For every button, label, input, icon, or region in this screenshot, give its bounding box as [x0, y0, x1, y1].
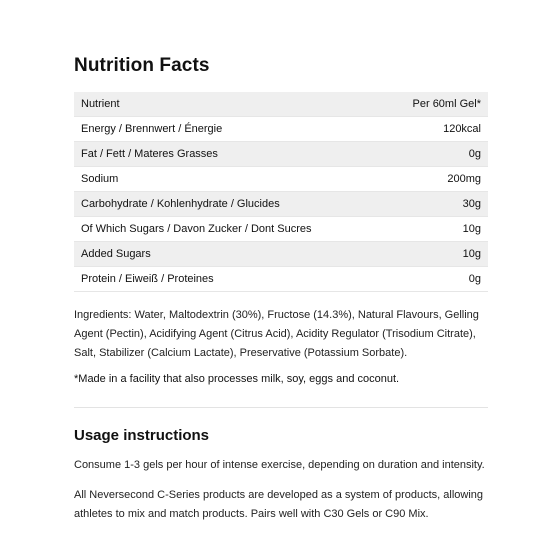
nutrient-value: 30g	[384, 192, 488, 217]
nutrient-label: Carbohydrate / Kohlenhydrate / Glucides	[74, 192, 384, 217]
usage-text-dosage: Consume 1-3 gels per hour of intense exercise, depending on duration and intensity.	[74, 459, 485, 471]
nutrition-facts-title: Nutrition Facts	[74, 55, 210, 76]
nutrient-value: 200mg	[384, 167, 488, 192]
table-row	[74, 117, 488, 142]
nutrient-label: Added Sugars	[74, 242, 384, 267]
usage-text-system: All Neversecond C-Series products are developed as a system of products, allowing athletes to mix and match products. Pairs well with C30 Gels or C90 Mix.	[74, 489, 484, 520]
nutrient-label: Fat / Fett / Materes Grasses	[74, 142, 384, 167]
table-row	[74, 167, 488, 192]
nutrient-label: Sodium	[74, 167, 384, 192]
nutrient-value: 0g	[384, 142, 488, 167]
nutrient-value: 10g	[384, 217, 488, 242]
table-row	[74, 142, 488, 167]
nutrient-value: 10g	[384, 242, 488, 267]
usage-instructions-title: Usage instructions	[74, 427, 210, 444]
nutrient-value: 120kcal	[384, 117, 488, 142]
facility-note: *Made in a facility that also processes milk, soy, eggs and coconut.	[74, 373, 400, 385]
nutrient-value: 0g	[384, 267, 488, 292]
nutrient-label: Energy / Brennwert / Énergie	[74, 117, 384, 142]
nutrition-table	[74, 92, 488, 292]
section-divider	[74, 407, 488, 408]
table-row	[74, 242, 488, 267]
nutrient-label: Of Which Sugars / Davon Zucker / Dont Sucres	[74, 217, 384, 242]
table-row	[74, 217, 488, 242]
nutrient-column-header: Nutrient	[74, 92, 384, 117]
per-serving-column-header: Per 60ml Gel*	[384, 92, 488, 117]
ingredients-text: Ingredients: Water, Maltodextrin (30%), Fructose (14.3%), Natural Flavours, Gelling Agent (Pectin), Acidifying Agent (Citrus Acid), Acidity Regulator (Trisodium Citrate), Salt, Stabilizer (Calcium Lactate), Preservative (Potassium Sorbate).	[74, 309, 479, 359]
table-row	[74, 267, 488, 292]
table-header-row	[74, 92, 488, 117]
table-row	[74, 192, 488, 217]
nutrient-label: Protein / Eiweiß / Proteines	[74, 267, 384, 292]
